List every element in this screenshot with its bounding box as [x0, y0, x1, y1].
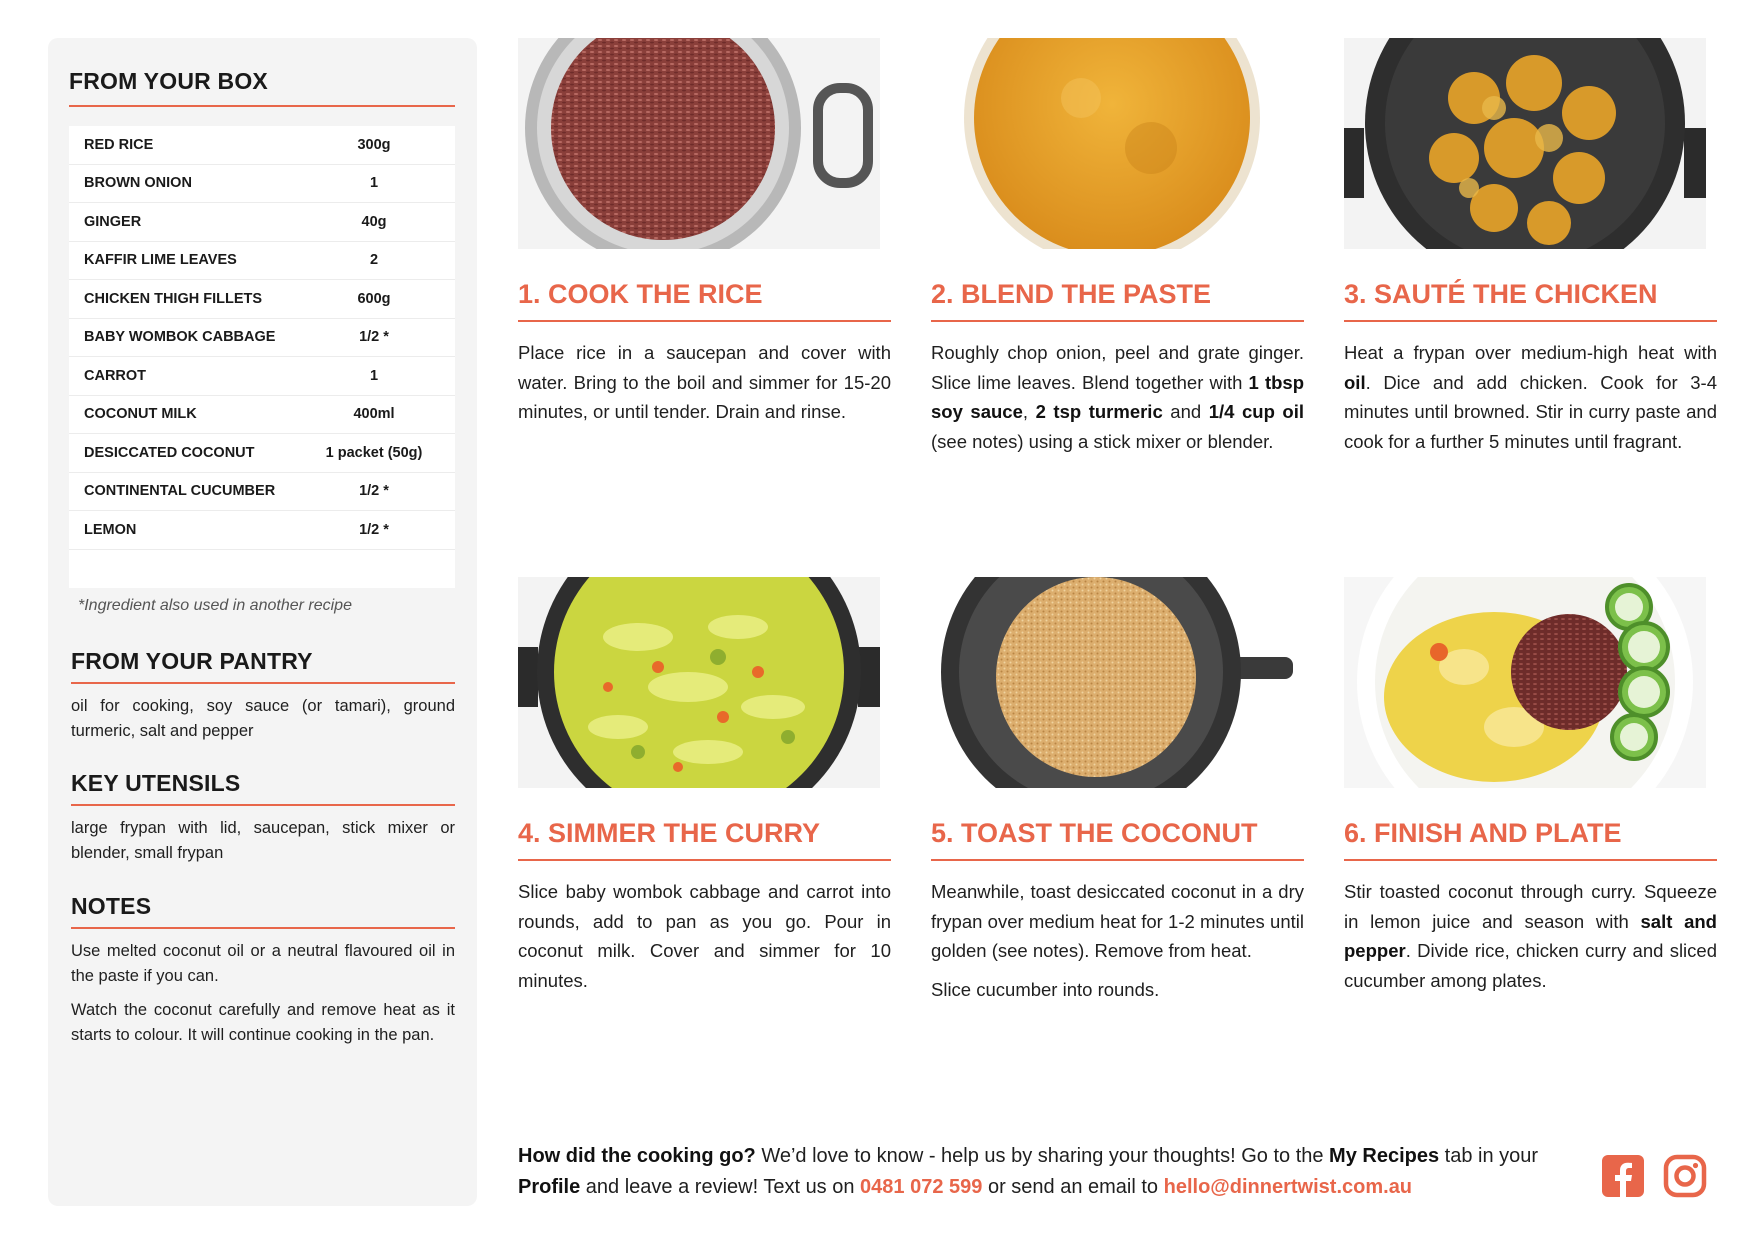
- ingredient-quantity: 1 packet (50g): [325, 444, 423, 461]
- ingredient-name: CHICKEN THIGH FILLETS: [84, 290, 263, 307]
- step-title: 6. FINISH AND PLATE: [1344, 818, 1717, 861]
- highlighted-ingredient: salt and pepper: [1344, 910, 1717, 961]
- footer-text: and leave a review! Text us on: [580, 1176, 861, 1198]
- utensils-section: [71, 770, 455, 866]
- from-your-box-heading: FROM YOUR BOX: [69, 68, 455, 107]
- notes-section: [71, 893, 455, 1048]
- step-3: [1344, 38, 1717, 456]
- step-paragraph: [518, 338, 891, 427]
- notes-heading: NOTES: [71, 893, 455, 929]
- pantry-section: [71, 648, 455, 744]
- ingredient-quantity: 600g: [357, 290, 391, 307]
- instruction-text: Slice baby wombok cabbage and carrot into rounds, add to pan as you go. Pour in coconut milk. Cover and simmer for 10 minutes.: [518, 881, 891, 991]
- instruction-text: Heat a frypan over medium-high heat with: [1344, 342, 1717, 363]
- step-paragraph: [518, 877, 891, 995]
- ingredient-row: [69, 203, 455, 242]
- step-paragraph: [1344, 338, 1717, 456]
- phone-link[interactable]: 0481 072 599: [860, 1176, 983, 1198]
- ingredient-name: RED RICE: [84, 136, 154, 153]
- instruction-text: and: [1162, 401, 1209, 422]
- plated-curry-with-rice-photo: [1344, 577, 1706, 788]
- instruction-text: . Divide rice, chicken curry and sliced cucumber among plates.: [1344, 940, 1717, 991]
- feedback-message: [518, 1141, 1578, 1203]
- instruction-text: Meanwhile, toast desiccated coconut in a dry frypan over medium heat for 1-2 minutes until golden (see notes). Remove from heat.: [931, 881, 1304, 961]
- ingredient-name: COCONUT MILK: [84, 406, 197, 423]
- step-6: [1344, 577, 1717, 995]
- pantry-heading: FROM YOUR PANTRY: [71, 648, 455, 684]
- instagram-icon[interactable]: [1662, 1153, 1708, 1199]
- instruction-text: (see notes) using a stick mixer or blender.: [931, 430, 1274, 452]
- step-instructions: [1344, 877, 1717, 995]
- ingredients-table: [69, 126, 455, 588]
- ingredient-row: [69, 319, 455, 358]
- ingredient-row: [69, 280, 455, 319]
- ingredient-row: [69, 511, 455, 550]
- ingredient-quantity: 1/2 *: [359, 521, 389, 538]
- step-title: 5. TOAST THE COCONUT: [931, 818, 1304, 861]
- step-paragraph: [1344, 877, 1717, 995]
- ingredient-name: BROWN ONION: [84, 175, 192, 192]
- ingredient-row: [69, 126, 455, 165]
- ingredient-name: DESICCATED COCONUT: [84, 444, 255, 461]
- curry-paste-in-bowl-photo: [931, 38, 1293, 249]
- footer-text: tab in your: [1439, 1145, 1539, 1167]
- note-item: Use melted coconut oil or a neutral flavoured oil in the paste if you can.: [71, 942, 455, 985]
- utensils-text: large frypan with lid, saucepan, stick mixer or blender, small frypan: [71, 819, 455, 862]
- cabbage-curry-in-pan-photo: [518, 577, 880, 788]
- footer-text: Profile: [518, 1176, 581, 1198]
- ingredient-quantity: 300g: [357, 136, 391, 153]
- ingredient-row: [69, 165, 455, 204]
- footer-text: How did the cooking go?: [518, 1145, 756, 1167]
- step-1: [518, 38, 891, 427]
- utensils-heading: KEY UTENSILS: [71, 770, 455, 806]
- step-title: 4. SIMMER THE CURRY: [518, 818, 891, 861]
- ingredient-row: [69, 242, 455, 281]
- step-instructions: [931, 877, 1304, 1004]
- footer-text: We’d love to know - help us by sharing your thoughts! Go to the: [755, 1145, 1330, 1167]
- step-title: 3. SAUTÉ THE CHICKEN: [1344, 279, 1717, 322]
- instruction-text: ,: [1022, 401, 1036, 422]
- instruction-text: Slice cucumber into rounds.: [931, 978, 1160, 1000]
- highlighted-ingredient: 1/4 cup oil: [1208, 401, 1304, 422]
- ingredient-quantity: 1: [369, 367, 379, 384]
- step-title: 2. BLEND THE PASTE: [931, 279, 1304, 322]
- ingredient-row: [69, 434, 455, 473]
- footer-text: My Recipes: [1329, 1145, 1440, 1167]
- step-title: 1. COOK THE RICE: [518, 279, 891, 322]
- step-5: [931, 577, 1304, 1004]
- instruction-text: Place rice in a saucepan and cover with water. Bring to the boil and simmer for 15-20 minutes, or until tender. Drain and rinse.: [518, 342, 891, 422]
- step-instructions: [931, 338, 1304, 456]
- step-2: [931, 38, 1304, 456]
- ingredient-name: BABY WOMBOK CABBAGE: [84, 329, 276, 346]
- ingredient-quantity: 1/2 *: [359, 329, 389, 346]
- footer-text: or send an email to: [982, 1176, 1164, 1198]
- step-paragraph: [931, 877, 1304, 966]
- ingredient-name: LEMON: [84, 521, 137, 538]
- highlighted-ingredient: 2 tsp turmeric: [1035, 401, 1163, 422]
- instruction-text: . Dice and add chicken. Cook for 3-4 minutes until browned. Stir in curry paste and cook for a further 5 minutes until fragrant.: [1344, 371, 1717, 452]
- step-instructions: [518, 877, 891, 995]
- ingredient-quantity: 2: [369, 252, 379, 269]
- step-instructions: [518, 338, 891, 427]
- ingredient-name: CARROT: [84, 367, 147, 384]
- ingredient-name: CONTINENTAL CUCUMBER: [84, 483, 276, 500]
- instruction-text: Stir toasted coconut through curry. Squeeze in lemon juice and season with: [1344, 881, 1717, 932]
- ingredient-row: [69, 396, 455, 435]
- step-paragraph: [931, 975, 1304, 1005]
- red-rice-in-strainer-photo: [518, 38, 880, 249]
- step-instructions: [1344, 338, 1717, 456]
- highlighted-ingredient: 1 tbsp soy sauce: [931, 371, 1305, 422]
- ingredient-quantity: 1/2 *: [359, 483, 389, 500]
- toasted-coconut-in-frypan-photo: [931, 577, 1293, 788]
- step-4: [518, 577, 891, 995]
- note-item: Watch the coconut carefully and remove heat as it starts to colour. It will continue cooking in the pan.: [71, 1001, 455, 1044]
- highlighted-ingredient: oil: [1344, 371, 1366, 393]
- facebook-icon[interactable]: [1600, 1153, 1646, 1199]
- ingredient-row: [69, 473, 455, 512]
- ingredient-name: GINGER: [84, 213, 142, 230]
- ingredient-quantity: 1: [369, 175, 379, 192]
- pantry-text: oil for cooking, soy sauce (or tamari), ground turmeric, salt and pepper: [71, 697, 455, 740]
- ingredient-name: KAFFIR LIME LEAVES: [84, 252, 237, 269]
- ingredient-footnote: *Ingredient also used in another recipe: [78, 597, 352, 614]
- ingredient-row: [69, 357, 455, 396]
- ingredient-quantity: 40g: [361, 213, 387, 230]
- email-link[interactable]: hello@dinnertwist.com.au: [1163, 1176, 1413, 1198]
- chicken-in-frypan-photo: [1344, 38, 1706, 249]
- ingredient-quantity: 400ml: [353, 406, 395, 423]
- step-paragraph: [931, 338, 1304, 456]
- instruction-text: Roughly chop onion, peel and grate ginger. Slice lime leaves. Blend together with: [931, 342, 1304, 393]
- ingredients-panel: [48, 38, 477, 1206]
